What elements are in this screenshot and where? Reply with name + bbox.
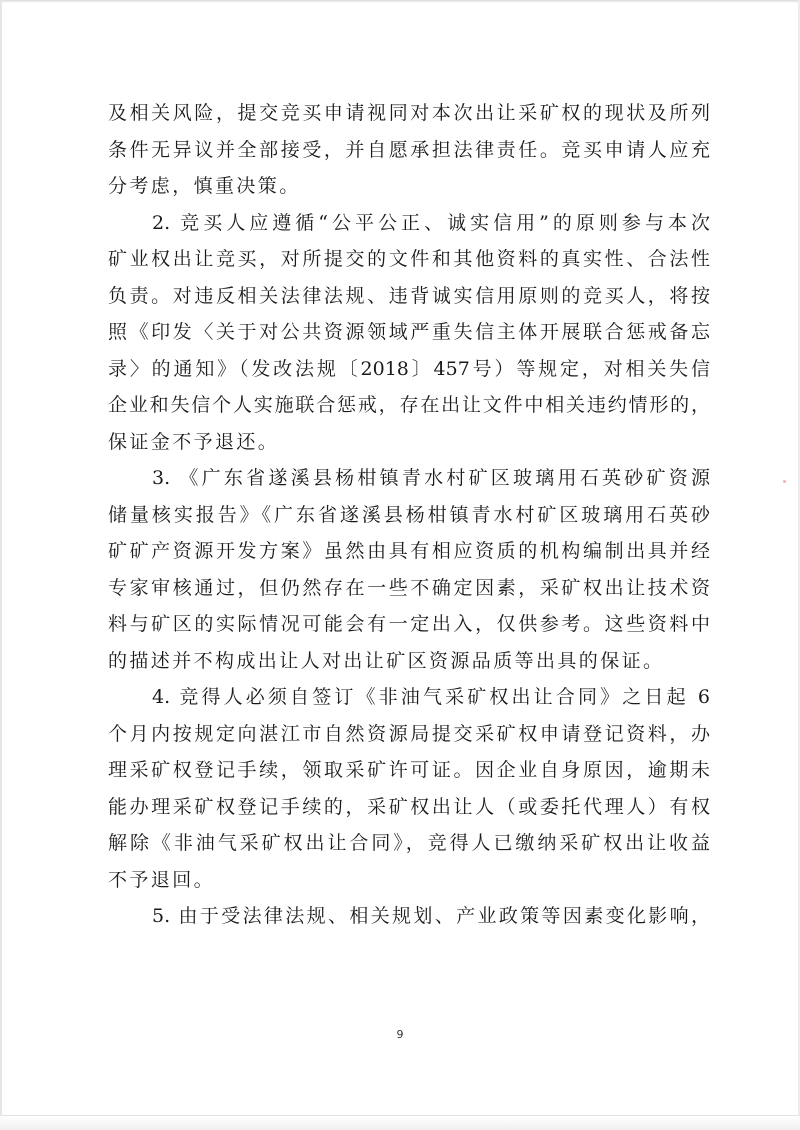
text-line: 不予退回。 [108, 868, 216, 891]
text-line: 企业和失信个人实施联合惩戒，存在出让文件中相关违约情形的， [108, 394, 710, 416]
text-line: 矿矿产资源开发方案》虽然由具有相应资质的机构编制出具并经 [108, 540, 710, 562]
text-line: 矿业权出让竞买，对所提交的文件和其他资料的真实性、合法性 [108, 248, 710, 270]
scan-edge-top [0, 0, 800, 3]
text-line: 储量核实报告》《广东省遂溪县杨柑镇青水村矿区玻璃用石英砂 [108, 503, 710, 526]
text-line: 保证金不予退还。 [108, 430, 280, 453]
paragraph-2-first-line: 2. 竞买人应遵循“公平公正、诚实信用”的原则参与本次 [152, 211, 710, 234]
scan-speck [783, 480, 786, 483]
paragraph-4-first-line: 4. 竞得人必须自签订《非油气采矿权出让合同》之日起 6 [152, 686, 710, 708]
text-line: 分考虑，慎重决策。 [108, 175, 301, 197]
document-body [108, 95, 710, 935]
text-line: 录〉的通知》（发改法规〔2018〕457号）等规定，对相关失信 [108, 357, 710, 380]
scan-edge-bottom [0, 1115, 800, 1130]
text-line: 条件无异议并全部接受，并自愿承担法律责任。竞买申请人应充 [108, 138, 710, 161]
paragraph-5-first-line: 5. 由于受法律法规、相关规划、产业政策等因素变化影响， [152, 905, 710, 927]
paragraph-3-first-line: 3. 《广东省遂溪县杨柑镇青水村矿区玻璃用石英砂矿资源 [152, 467, 710, 489]
text-line: 照《印发〈关于对公共资源领域严重失信主体开展联合惩戒备忘 [108, 321, 710, 343]
text-line: 负责。对违反相关法律法规、违背诚实信用原则的竞买人，将按 [108, 284, 710, 307]
text-line: 能办理采矿权登记手续的，采矿权出让人（或委托代理人）有权 [108, 795, 710, 818]
text-line: 料与矿区的实际情况可能会有一定出入，仅供参考。这些资料中 [108, 613, 710, 635]
page-number: 9 [396, 1028, 404, 1041]
scan-edge-left [0, 0, 2, 1130]
text-line: 个月内按规定向湛江市自然资源局提交采矿权申请登记资料，办 [108, 722, 710, 745]
text-line: 解除《非油气采矿权出让合同》，竞得人已缴纳采矿权出让收益 [108, 832, 710, 854]
text-line: 及相关风险，提交竞买申请视同对本次出让采矿权的现状及所列 [108, 102, 710, 124]
text-line: 专家审核通过，但仍然存在一些不确定因素，采矿权出让技术资 [108, 576, 710, 599]
text-line: 理采矿权登记手续，领取采矿许可证。因企业自身原因，逾期未 [108, 759, 710, 781]
text-line: 的描述并不构成出让人对出让矿区资源品质等出具的保证。 [108, 649, 665, 672]
